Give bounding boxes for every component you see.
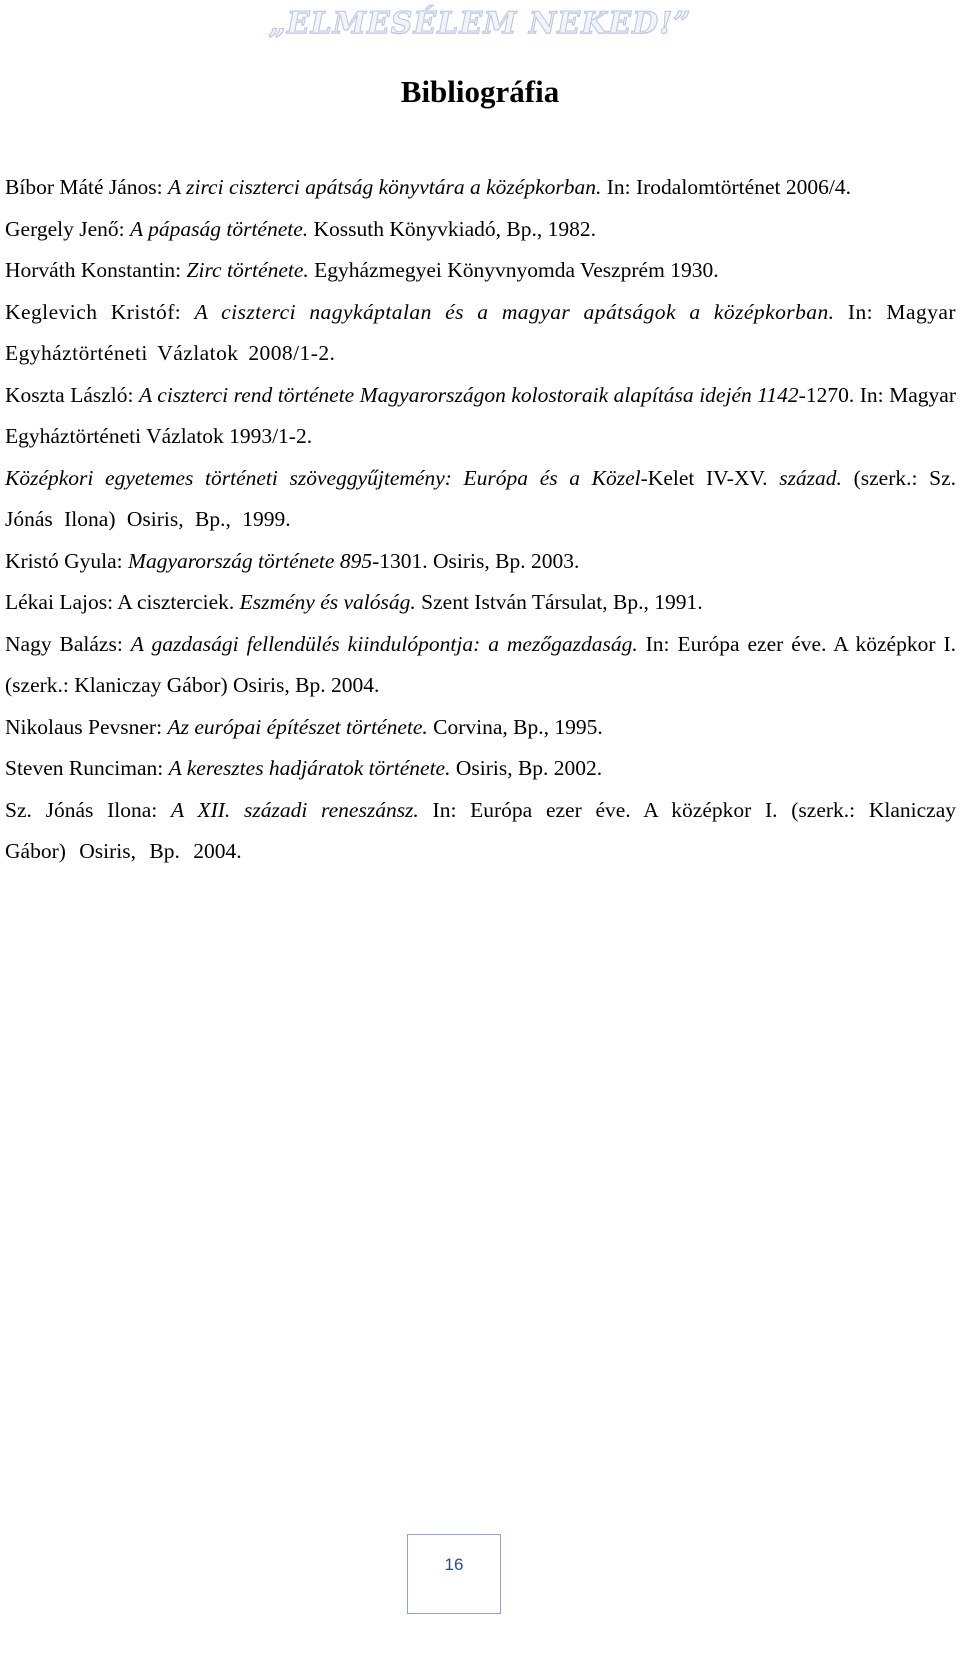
entry-details: In: Irodalomtörténet 2006/4. [601, 175, 851, 199]
bibliography-entry [5, 167, 956, 209]
entry-title: Az európai építészet története. [167, 714, 428, 739]
entry-details: In: Európa ezer éve. A középkor I. (szerk.: Klaniczay Gábor) Osiris, Bp. 2004. [5, 797, 956, 863]
entry-title: Középkori egyetemes történeti szöveggyűjtemény: Európa és a Közel [5, 465, 641, 490]
entry-title: Magyarország története 895 [128, 548, 373, 573]
entry-author: Nikolaus Pevsner: [5, 714, 168, 739]
bibliography-entry [5, 582, 956, 624]
entry-details-secondary: (szerk.: Sz. Jónás Ilona) Osiris, Bp., 1999. [5, 465, 956, 531]
bibliography-entry [5, 209, 956, 251]
page-number: 16 [444, 1555, 464, 1574]
entry-details: 1270. In: Magyar Egyháztörténeti Vázlatok 1993/1-2. [5, 382, 956, 448]
entry-details: Egyházmegyei Könyvnyomda Veszprém 1930. [308, 258, 719, 282]
bibliography-entry [5, 458, 956, 541]
entry-title: A keresztes hadjáratok története. [168, 756, 451, 780]
entry-title: A zirci ciszterci apátság könyvtára a középkorban. [168, 175, 602, 199]
entry-details: Kossuth Könyvkiadó, Bp., 1982. [308, 216, 597, 241]
entry-details: Szent István Társulat, Bp., 1991. [415, 590, 703, 614]
entry-details: In: Magyar Egyháztörténeti Vázlatok 2008/1-2. [5, 299, 956, 365]
entry-title: Zirc története. [186, 258, 309, 282]
bibliography-entry [5, 292, 956, 375]
entry-author: Kristó Gyula: [5, 548, 129, 573]
entry-title: A XII. századi reneszánsz. [170, 797, 419, 822]
entry-author: Sz. Jónás Ilona: [5, 797, 171, 822]
entry-author: Steven Runciman: [5, 756, 169, 780]
bibliography-entry [5, 707, 956, 749]
entry-author: Keglevich Kristóf: [5, 299, 195, 324]
entry-title-secondary: század. [779, 465, 842, 490]
entry-details: Osiris, Bp. 2002. [450, 756, 603, 780]
bibliography-entry [5, 250, 956, 292]
entry-details: -Kelet IV-XV. [640, 465, 780, 490]
entry-title: A gazdasági fellendülés kiindulópontja: a mezőgazdaság. [130, 631, 638, 656]
page-number-box [407, 1534, 501, 1614]
entry-title: Eszmény és valóság. [239, 590, 416, 614]
entry-title: A ciszterci nagykáptalan és a magyar apátságok a középkorban. [194, 299, 835, 324]
entry-title: A ciszterci rend története Magyarországon kolostoraik alapítása idején 1142- [139, 382, 806, 407]
bibliography-entry [5, 375, 956, 458]
bibliography-entry [5, 748, 956, 790]
entry-author: Gergely Jenő: [5, 216, 130, 241]
bibliography-entry [5, 541, 956, 583]
bibliography-entry [5, 790, 956, 873]
entry-title: A pápaság története. [130, 216, 309, 241]
running-header: „ELMESÉLEM NEKED!” [268, 6, 692, 41]
entry-details: In: Európa ezer éve. A középkor I. (szerk.: Klaniczay Gábor) Osiris, Bp. 2004. [5, 631, 956, 697]
bibliography-entry [5, 624, 956, 707]
bibliography-list [5, 167, 956, 873]
entry-author: Nagy Balázs: [5, 631, 131, 656]
entry-details: -1301. Osiris, Bp. 2003. [372, 548, 580, 573]
entry-author: Koszta László: [5, 382, 140, 407]
page-title: Bibliográfia [400, 74, 560, 109]
entry-author: Bíbor Máté János: [5, 175, 169, 199]
entry-author: Horváth Konstantin: [5, 258, 187, 282]
entry-author: Lékai Lajos: A ciszterciek. [5, 590, 240, 614]
entry-details: Corvina, Bp., 1995. [427, 714, 603, 739]
